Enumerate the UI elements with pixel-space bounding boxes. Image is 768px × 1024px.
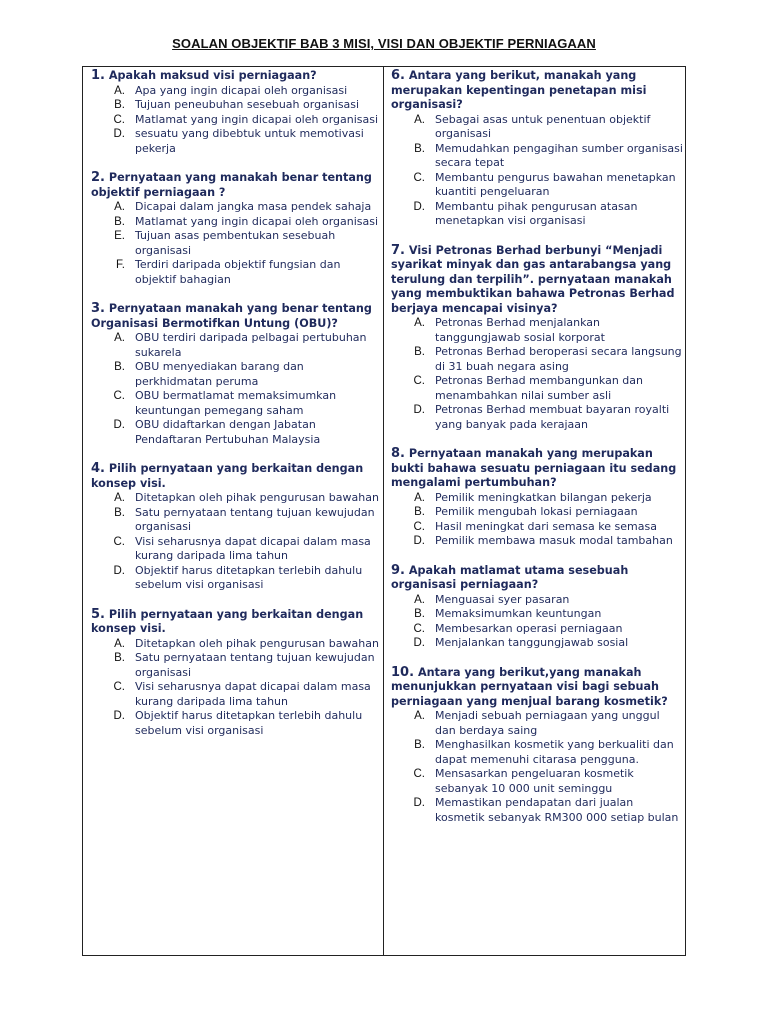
answer-option xyxy=(391,767,683,796)
answer-option xyxy=(391,171,683,200)
question-text xyxy=(91,69,379,84)
answer-option xyxy=(91,680,379,709)
answer-option xyxy=(91,651,379,680)
option-letter: A. xyxy=(114,332,125,344)
option-letter: C. xyxy=(113,535,125,548)
answer-option xyxy=(391,142,683,171)
option-text: Tujuan asas pembentukan sesebuah organisasi xyxy=(135,229,336,257)
answer-option xyxy=(91,506,379,535)
option-list xyxy=(391,709,683,825)
question-9 xyxy=(391,564,683,651)
option-text: Satu pernyataan tentang tujuan kewujudan organisasi xyxy=(135,651,375,679)
option-letter: B. xyxy=(414,506,425,518)
answer-option xyxy=(91,200,379,215)
option-letter: B. xyxy=(114,361,125,373)
answer-option xyxy=(391,491,683,506)
answer-option xyxy=(391,200,683,229)
option-letter: C. xyxy=(113,390,125,402)
answer-option xyxy=(91,564,379,593)
right-column xyxy=(391,69,683,840)
answer-option xyxy=(91,360,379,389)
answer-option xyxy=(391,316,683,345)
question-stem: Pilih pernyataan yang berkaitan dengan konsep visi. xyxy=(91,607,364,635)
answer-option xyxy=(391,622,683,637)
option-letter: D. xyxy=(413,637,425,649)
answer-option xyxy=(391,636,683,651)
option-text: Membantu pengurus bawahan menetapkan kuantiti pengeluaran xyxy=(435,170,676,198)
question-stem: Pilih pernyataan yang berkaitan dengan konsep visi. xyxy=(91,462,364,490)
question-7 xyxy=(391,244,683,433)
question-stem: Pernyataan manakah yang merupakan bukti bahawa sesuatu perniagaan itu sedang mengalami pertumbuhan? xyxy=(391,447,677,489)
option-letter: D. xyxy=(113,419,125,431)
option-letter: D. xyxy=(413,797,425,809)
answer-option xyxy=(391,796,683,825)
question-1 xyxy=(91,69,379,156)
option-letter: A. xyxy=(414,491,425,504)
option-text: sesuatu yang dibebtuk untuk memotivasi pekerja xyxy=(135,127,364,155)
answer-option xyxy=(391,534,683,549)
option-list xyxy=(391,316,683,432)
option-letter: A. xyxy=(114,492,125,504)
option-text: Pemilik meningkatkan bilangan pekerja xyxy=(435,490,652,504)
answer-option xyxy=(91,113,379,128)
option-letter: B. xyxy=(414,346,425,358)
answer-option xyxy=(91,389,379,418)
answer-option xyxy=(91,258,379,287)
question-5 xyxy=(91,608,379,739)
answer-option xyxy=(91,331,379,360)
option-list xyxy=(91,331,379,447)
answer-option xyxy=(391,709,683,738)
option-letter: D. xyxy=(113,564,125,577)
option-text: Petronas Berhad membangunkan dan menambahkan nilai sumber asli xyxy=(435,374,644,402)
answer-option xyxy=(91,418,379,447)
option-text: Memaksimumkan keuntungan xyxy=(435,607,602,620)
option-letter: F. xyxy=(116,259,125,271)
answer-option xyxy=(391,738,683,767)
question-number: 7. xyxy=(391,242,405,258)
question-number: 8. xyxy=(391,446,405,461)
question-text xyxy=(91,171,379,200)
option-text: Menguasai syer pasaran xyxy=(435,592,570,606)
option-text: Sebagai asas untuk penentuan objektif organisasi xyxy=(435,112,651,140)
option-letter: B. xyxy=(114,652,125,664)
left-column xyxy=(91,69,379,753)
option-letter: A. xyxy=(414,113,425,126)
option-letter: B. xyxy=(114,99,125,111)
question-text xyxy=(91,302,379,331)
question-text xyxy=(91,608,379,637)
question-text xyxy=(391,69,683,113)
question-stem: Pernyataan yang manakah benar tentang objektif perniagaan ? xyxy=(91,171,372,199)
question-2 xyxy=(91,171,379,287)
question-number: 6. xyxy=(391,68,405,83)
question-10 xyxy=(391,666,683,826)
option-text: Matlamat yang ingin dicapai oleh organisasi xyxy=(135,112,379,126)
option-text: Menjalankan tanggungjawab sosial xyxy=(435,636,629,649)
answer-option xyxy=(91,491,379,506)
option-letter: A. xyxy=(414,317,425,329)
option-letter: A. xyxy=(114,637,125,650)
option-list xyxy=(391,593,683,651)
question-4 xyxy=(91,462,379,593)
option-text: Menjadi sebuah perniagaan yang unggul dan berdaya saing xyxy=(435,709,660,737)
option-text: OBU terdiri daripada pelbagai pertubuhan sukarela xyxy=(135,331,367,359)
option-text: Mensasarkan pengeluaran kosmetik sebanyak 10 000 unit seminggu xyxy=(435,767,634,795)
option-list xyxy=(391,113,683,229)
option-list xyxy=(91,200,379,287)
answer-option xyxy=(391,374,683,403)
option-text: Ditetapkan oleh pihak pengurusan bawahan xyxy=(135,491,379,504)
option-text: Visi seharusnya dapat dicapai dalam masa kurang daripada lima tahun xyxy=(135,534,371,562)
option-letter: D. xyxy=(113,710,125,722)
option-text: Petronas Berhad menjalankan tanggungjawab sosial korporat xyxy=(435,316,605,344)
option-list xyxy=(91,637,379,739)
option-text: Satu pernyataan tentang tujuan kewujudan organisasi xyxy=(135,505,375,533)
answer-option xyxy=(91,84,379,99)
option-letter: C. xyxy=(413,622,425,635)
question-number: 5. xyxy=(91,606,105,622)
option-text: Tujuan peneubuhan sesebuah organisasi xyxy=(135,98,360,111)
option-text: OBU menyediakan barang dan perkhidmatan peruma xyxy=(135,360,304,388)
option-text: Pemilik mengubah lokasi perniagaan xyxy=(435,505,638,518)
answer-option xyxy=(91,709,379,738)
question-stem: Apakah maksud visi perniagaan? xyxy=(108,69,317,82)
question-6 xyxy=(391,69,683,229)
option-text: Hasil meningkat dari semasa ke semasa xyxy=(435,519,657,533)
option-letter: A. xyxy=(114,84,125,97)
answer-option xyxy=(391,520,683,535)
question-table xyxy=(82,66,686,956)
answer-option xyxy=(91,98,379,113)
question-stem: Visi Petronas Berhad berbunyi “Menjadi syarikat minyak dan gas antarabangsa yang terulung dan terpilih”. pernyataan manakah yang membuktikan bahawa Petronas Berhad berjaya mencapai visinya? xyxy=(391,243,675,315)
answer-option xyxy=(391,505,683,520)
option-text: Memastikan pendapatan dari jualan kosmetik sebanyak RM300 000 setiap bulan xyxy=(435,796,679,824)
question-number: 1. xyxy=(91,68,105,83)
option-text: Terdiri daripada objektif fungsian dan objektif bahagian xyxy=(135,258,341,286)
question-stem: Apakah matlamat utama sesebuah organisasi perniagaan? xyxy=(391,563,629,591)
answer-option xyxy=(91,229,379,258)
question-text xyxy=(391,564,683,593)
option-letter: C. xyxy=(413,171,425,184)
answer-option xyxy=(391,113,683,142)
option-letter: D. xyxy=(413,200,425,213)
option-letter: C. xyxy=(413,375,425,387)
answer-option xyxy=(91,535,379,564)
option-text: Dicapai dalam jangka masa pendek sahaja xyxy=(135,200,372,213)
answer-option xyxy=(91,127,379,156)
option-text: Ditetapkan oleh pihak pengurusan bawahan xyxy=(135,636,379,650)
answer-option xyxy=(391,345,683,374)
question-text xyxy=(91,462,379,491)
question-number: 9. xyxy=(391,562,405,578)
answer-option xyxy=(91,215,379,230)
question-number: 2. xyxy=(91,170,105,185)
column-divider xyxy=(383,67,384,955)
question-3 xyxy=(91,302,379,447)
option-letter: B. xyxy=(114,215,125,228)
option-text: Pemilik membawa masuk modal tambahan xyxy=(435,534,673,547)
option-letter: C. xyxy=(413,520,425,533)
option-list xyxy=(91,84,379,157)
question-number: 10. xyxy=(391,664,415,680)
option-letter: B. xyxy=(414,142,425,155)
answer-option xyxy=(391,593,683,608)
option-text: Petronas Berhad membuat bayaran royalti yang banyak pada kerajaan xyxy=(435,403,670,431)
option-text: Membesarkan operasi perniagaan xyxy=(435,621,623,635)
answer-option xyxy=(391,403,683,432)
option-text: Matlamat yang ingin dicapai oleh organisasi xyxy=(135,214,379,228)
option-letter: C. xyxy=(113,113,125,126)
question-stem: Pernyataan manakah yang benar tentang Organisasi Bermotifkan Untung (OBU)? xyxy=(91,302,372,330)
question-text xyxy=(391,244,683,317)
option-letter: C. xyxy=(113,681,125,693)
question-stem: Antara yang berikut, manakah yang merupakan kepentingan penetapan misi organisasi? xyxy=(391,69,647,111)
option-list xyxy=(391,491,683,549)
question-number: 3. xyxy=(91,301,105,316)
question-text xyxy=(391,666,683,710)
option-text: Menghasilkan kosmetik yang berkualiti dan dapat memenuhi citarasa pengguna. xyxy=(435,738,674,766)
option-letter: E. xyxy=(114,230,125,242)
option-text: Objektif harus ditetapkan terlebih dahulu sebelum visi organisasi xyxy=(135,709,363,737)
option-letter: A. xyxy=(414,710,425,722)
option-list xyxy=(91,491,379,593)
option-text: Memudahkan pengagihan sumber organisasi secara tepat xyxy=(435,141,683,169)
option-letter: A. xyxy=(414,593,425,606)
option-text: Visi seharusnya dapat dicapai dalam masa kurang daripada lima tahun xyxy=(135,680,371,708)
option-letter: D. xyxy=(413,535,425,547)
page-title: SOALAN OBJEKTIF BAB 3 MISI, VISI DAN OBJEKTIF PERNIAGAAN xyxy=(172,36,596,51)
question-8 xyxy=(391,447,683,549)
question-text xyxy=(391,447,683,491)
option-text: Membantu pihak pengurusan atasan menetapkan visi organisasi xyxy=(435,199,638,227)
answer-option xyxy=(91,637,379,652)
option-letter: D. xyxy=(113,128,125,140)
option-letter: B. xyxy=(414,608,425,620)
option-text: Apa yang ingin dicapai oleh organisasi xyxy=(135,83,348,97)
option-text: OBU bermatlamat memaksimumkan keuntungan pemegang saham xyxy=(135,389,337,417)
option-letter: B. xyxy=(414,739,425,751)
option-letter: B. xyxy=(114,506,125,519)
option-text: OBU didaftarkan dengan Jabatan Pendaftaran Pertubuhan Malaysia xyxy=(135,418,321,446)
option-letter: C. xyxy=(413,768,425,780)
option-letter: A. xyxy=(114,201,125,213)
option-text: Petronas Berhad beroperasi secara langsung di 31 buah negara asing xyxy=(435,345,682,373)
answer-option xyxy=(391,607,683,622)
question-number: 4. xyxy=(91,461,105,476)
option-letter: D. xyxy=(413,404,425,416)
question-stem: Antara yang berikut,yang manakah menunjukkan pernyataan visi bagi sebuah perniagaan yang menjual barang kosmetik? xyxy=(391,665,668,708)
option-text: Objektif harus ditetapkan terlebih dahulu sebelum visi organisasi xyxy=(135,563,363,591)
